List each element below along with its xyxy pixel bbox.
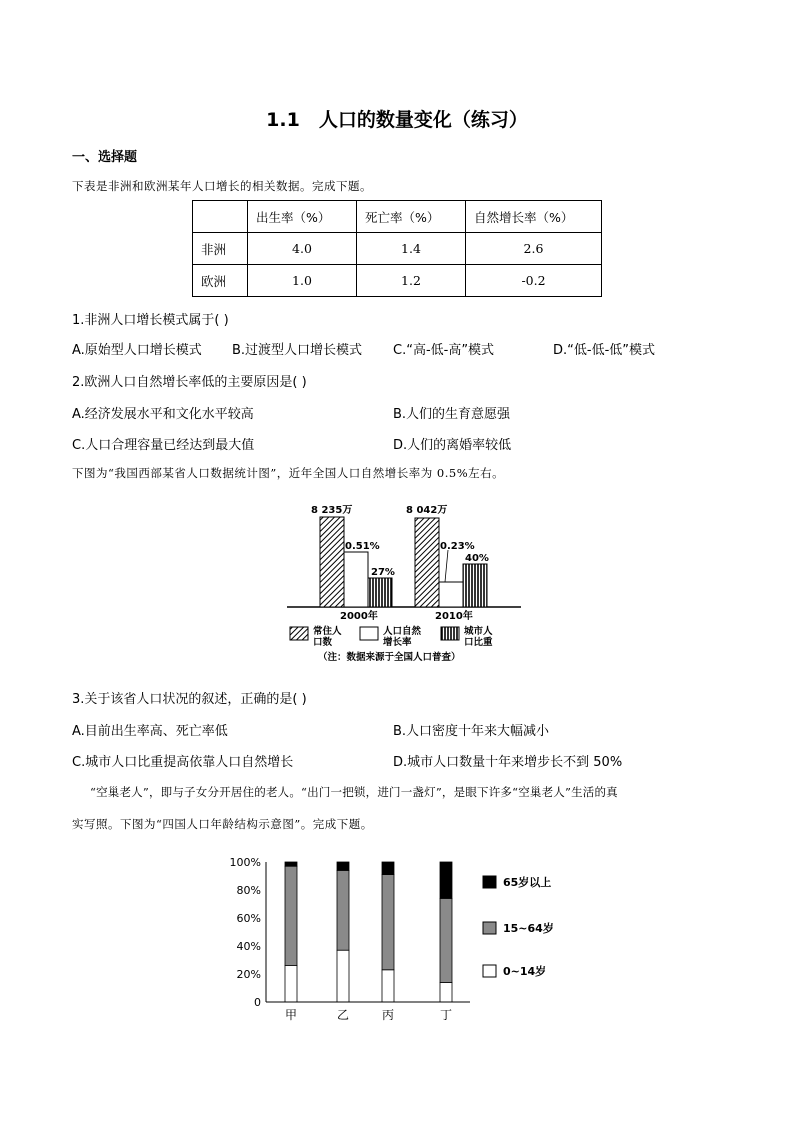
table-cell: 2.6 <box>466 233 602 265</box>
bar-urban-share-2000 <box>368 578 392 607</box>
label-population-2010: 8 042万 <box>406 505 448 516</box>
question-2-option-b: B.人们的生育意愿强 <box>393 407 511 422</box>
y-tick-80: 80% <box>236 884 261 897</box>
question-1-stem: 1.非洲人口增长模式属于( ) <box>72 313 229 328</box>
bar-segment-young-2 <box>337 950 349 1002</box>
data-table <box>192 200 602 297</box>
table-cell: 1.0 <box>248 265 357 297</box>
label-population-2000: 8 235万 <box>311 505 353 516</box>
question-2-stem: 2.欧洲人口自然增长率低的主要原因是( ) <box>72 375 307 390</box>
legend-swatch-urban-share <box>441 627 459 640</box>
table-cell: -0.2 <box>466 265 602 297</box>
legend-swatch-65-plus <box>483 876 496 888</box>
bar-segment-elderly-4 <box>440 862 452 898</box>
legend-swatch-15-64 <box>483 922 496 934</box>
x-label-jia: 甲 <box>284 1008 298 1022</box>
bar-growth-rate-2000 <box>344 552 368 607</box>
intro-text-3-line1: “空巢老人”，即与子女分开居住的老人。“出门一把锁，进门一盏灯”，是眼下许多“空巢老人”生活的真 <box>90 785 618 799</box>
bar-segment-working-age-2 <box>337 870 349 950</box>
y-tick-40: 40% <box>236 940 261 953</box>
bar-segment-elderly-3 <box>382 862 394 875</box>
legend-urban-share-line2: 口比重 <box>464 637 493 648</box>
legend-population-line1: 常住人 <box>313 626 342 637</box>
legend-swatch-population <box>290 627 308 640</box>
table-cell: 欧洲 <box>193 265 248 297</box>
population-chart <box>285 498 525 668</box>
table-header-row <box>193 201 602 233</box>
question-1-option-d: D.“低-低-低”模式 <box>553 343 655 358</box>
table-cell: 1.4 <box>357 233 466 265</box>
x-label-ding: 丁 <box>439 1008 453 1022</box>
table-row <box>193 265 602 297</box>
x-label-yi: 乙 <box>336 1008 350 1022</box>
bar-growth-rate-2010 <box>439 582 463 607</box>
legend-0-14: 0~14岁 <box>503 965 547 978</box>
question-3-option-b: B.人口密度十年来大幅减小 <box>393 724 550 739</box>
bar-segment-young-4 <box>440 982 452 1002</box>
y-tick-100: 100% <box>229 856 261 869</box>
label-year-2000: 2000年 <box>340 611 378 622</box>
table-header-cell <box>193 201 248 233</box>
bar-urban-share-2010 <box>463 564 487 607</box>
bar-segment-young-3 <box>382 970 394 1002</box>
legend-urban-share-line1: 城市人 <box>464 626 493 637</box>
x-label-bing: 丙 <box>381 1008 395 1022</box>
bar-segment-working-age-3 <box>382 875 394 970</box>
question-1-option-b: B.过渡型人口增长模式 <box>232 343 363 358</box>
y-tick-0: 0 <box>254 996 261 1009</box>
question-1-option-c: C.“高-低-高”模式 <box>393 343 495 358</box>
legend-15-64: 15~64岁 <box>503 922 554 935</box>
table-header-cell: 死亡率（%） <box>357 201 466 233</box>
bar-segment-working-age-1 <box>285 866 297 965</box>
legend-growth-rate-line1: 人口自然 <box>383 626 422 637</box>
age-structure-chart <box>228 852 568 1027</box>
legend-65-plus: 65岁以上 <box>503 876 552 889</box>
question-3-option-d: D.城市人口数量十年来增步长不到 50% <box>393 755 623 770</box>
question-3-option-a: A.目前出生率高、死亡率低 <box>72 724 228 739</box>
chart-note: （注：数据来源于全国人口普查） <box>318 652 461 663</box>
table-header-cell: 出生率（%） <box>248 201 357 233</box>
label-growth-rate-2010: 0.23% <box>440 541 475 552</box>
legend-swatch-0-14 <box>483 965 496 977</box>
intro-text-3-line2: 实写照。下图为“四国人口年龄结构示意图”。完成下题。 <box>72 817 373 831</box>
bar-segment-elderly-2 <box>337 862 349 870</box>
bar-segment-working-age-4 <box>440 898 452 982</box>
y-tick-60: 60% <box>236 912 261 925</box>
bar-segment-elderly-1 <box>285 862 297 866</box>
bar-segment-young-1 <box>285 966 297 1002</box>
legend-growth-rate-line2: 增长率 <box>383 637 412 648</box>
page-title: 1.1 人口的数量变化（练习） <box>266 109 528 131</box>
label-urban-share-2010: 40% <box>465 553 489 564</box>
question-2-option-a: A.经济发展水平和文化水平较高 <box>72 407 254 422</box>
table-header-cell: 自然增长率（%） <box>466 201 602 233</box>
question-1-option-a: A.原始型人口增长模式 <box>72 343 202 358</box>
legend-population-line2: 口数 <box>313 637 333 648</box>
table-cell: 4.0 <box>248 233 357 265</box>
intro-text-1: 下表是非洲和欧洲某年人口增长的相关数据。完成下题。 <box>72 179 372 193</box>
leader-line <box>445 550 448 582</box>
question-2-option-c: C.人口合理容量已经达到最大值 <box>72 438 255 453</box>
legend-swatch-growth-rate <box>360 627 378 640</box>
label-growth-rate-2000: 0.51% <box>345 541 380 552</box>
label-year-2010: 2010年 <box>435 611 473 622</box>
question-3-stem: 3.关于该省人口状况的叙述，正确的是( ) <box>72 692 307 707</box>
y-tick-20: 20% <box>236 968 261 981</box>
bar-population-2010 <box>415 518 439 607</box>
question-2-option-d: D.人们的离婚率较低 <box>393 438 512 453</box>
section-heading: 一、选择题 <box>72 150 138 165</box>
question-3-option-c: C.城市人口比重提高依靠人口自然增长 <box>72 755 294 770</box>
table-cell: 1.2 <box>357 265 466 297</box>
table-cell: 非洲 <box>193 233 248 265</box>
bar-population-2000 <box>320 517 344 607</box>
table-row <box>193 233 602 265</box>
label-urban-share-2000: 27% <box>371 567 395 578</box>
intro-text-2: 下图为“我国西部某省人口数据统计图”，近年全国人口自然增长率为 0.5%左右。 <box>72 466 505 480</box>
